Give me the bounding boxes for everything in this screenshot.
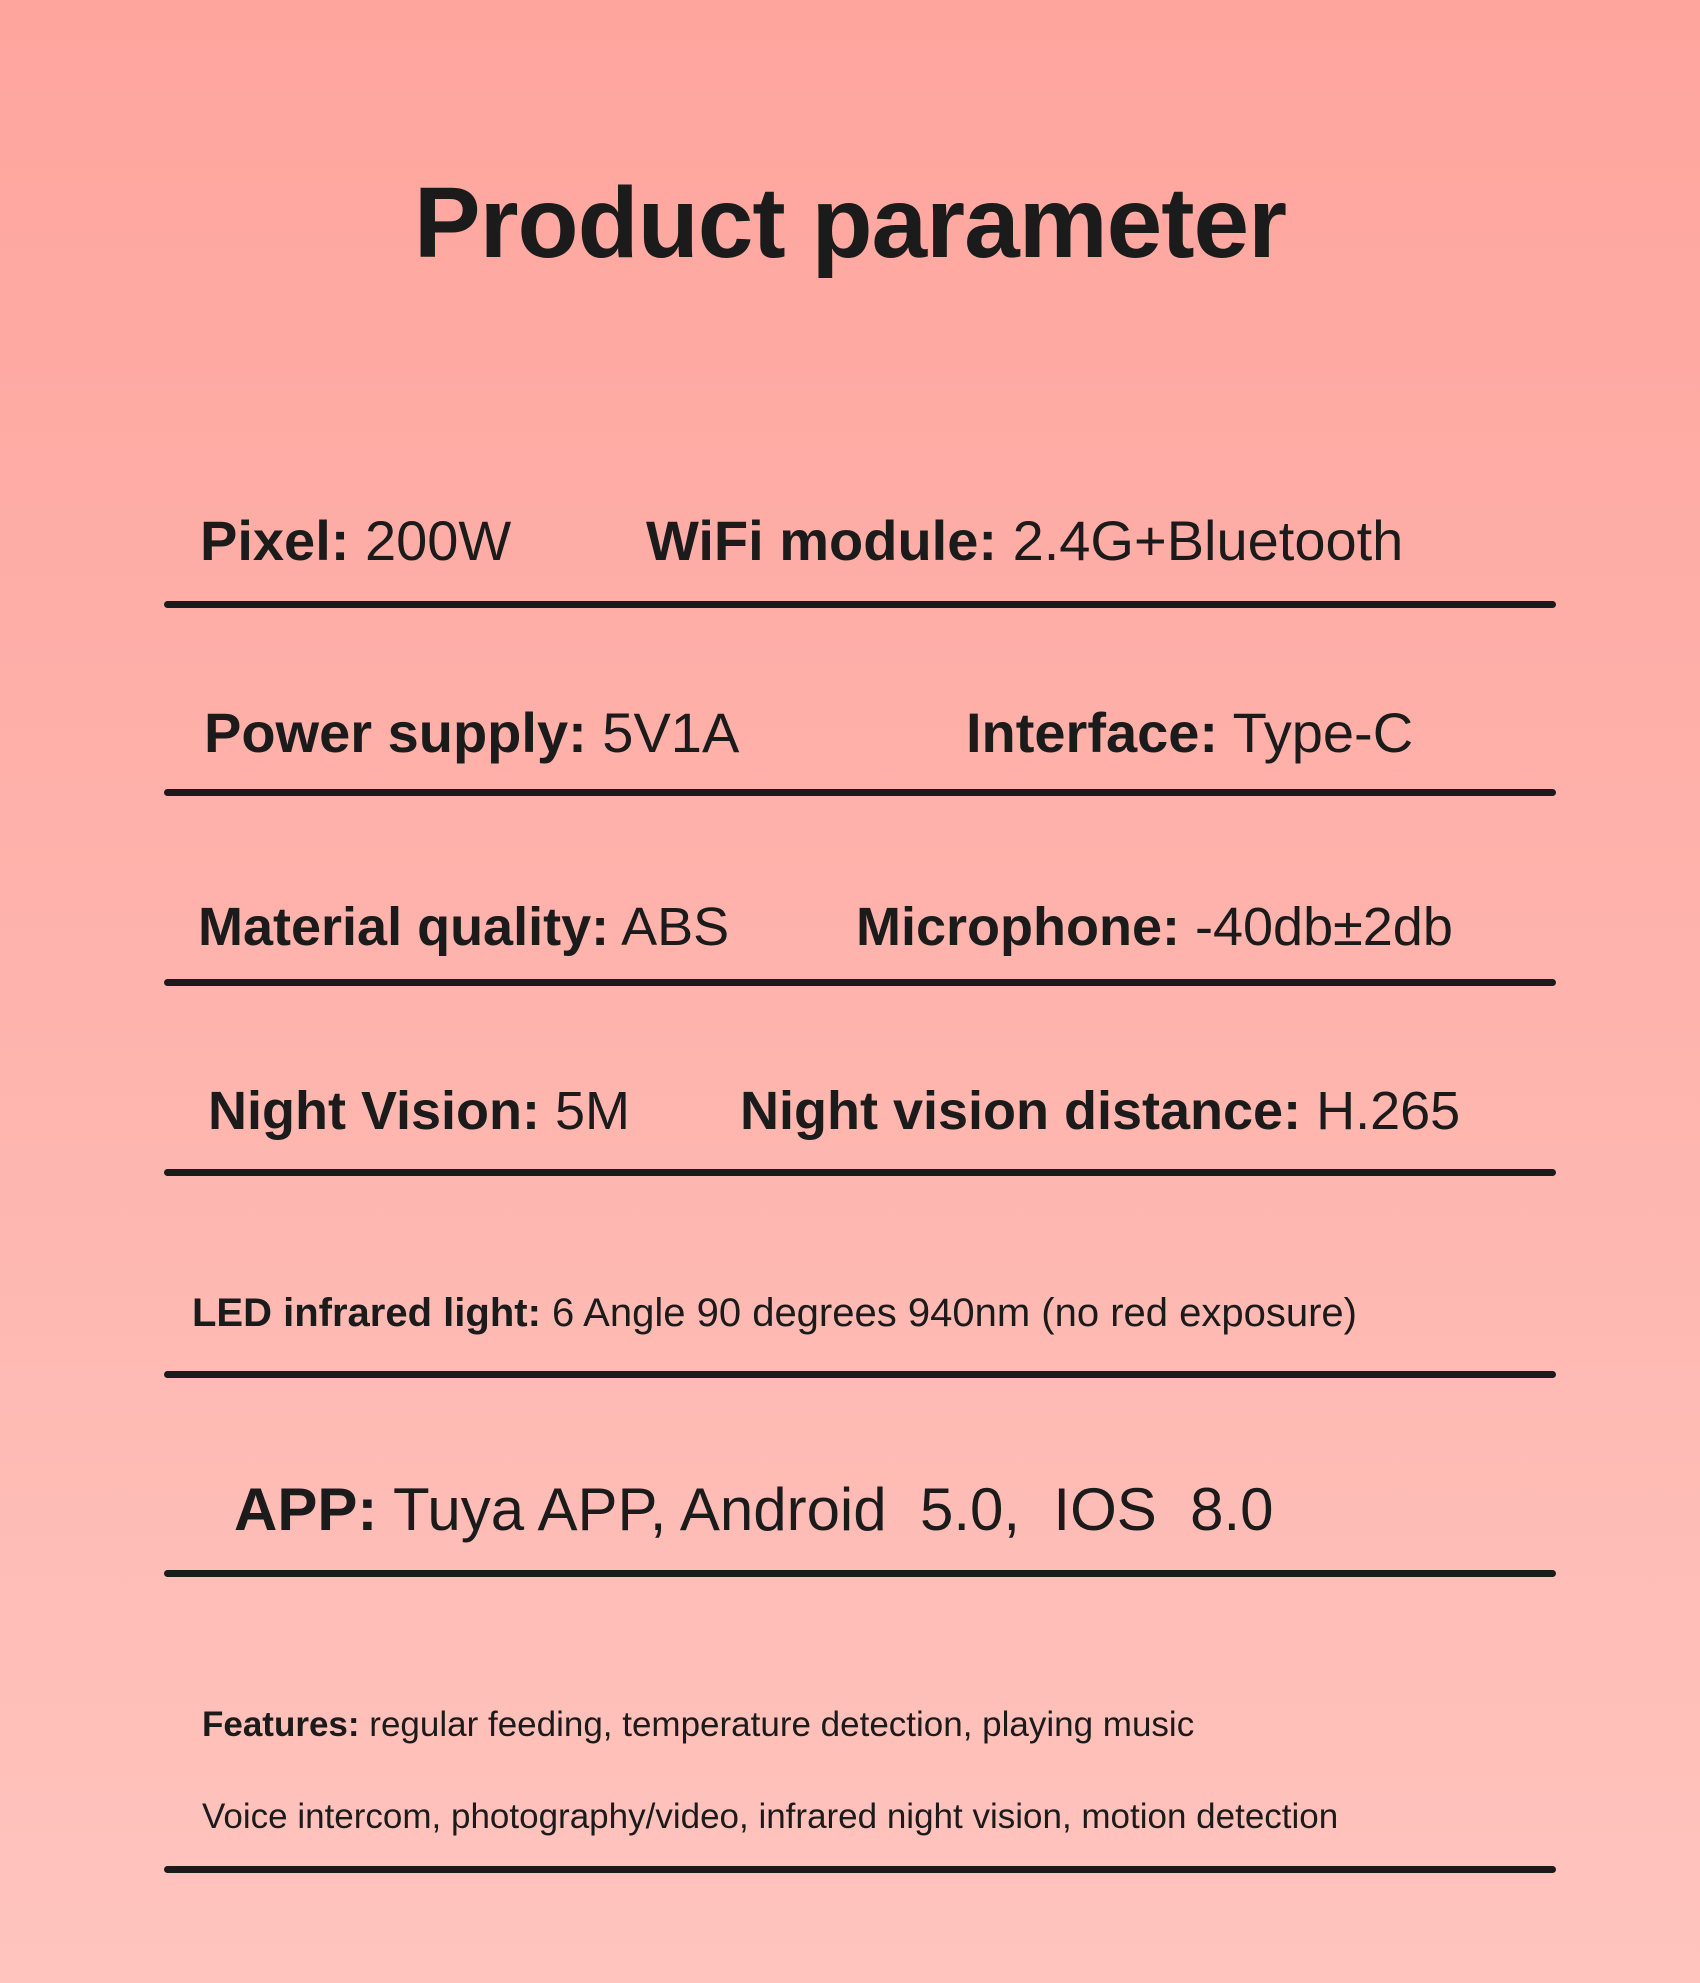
row-divider: [164, 1866, 1556, 1873]
param-microphone: [856, 896, 1453, 958]
param-value: ABS: [621, 897, 730, 957]
row-divider: [164, 1570, 1556, 1577]
page-title: Product parameter: [413, 167, 1287, 279]
param-app: [234, 1475, 1274, 1544]
param-label: Power supply:: [204, 701, 587, 764]
param-value: 5M: [555, 1081, 631, 1141]
param-value: -40db±2db: [1195, 897, 1453, 957]
param-label: Pixel:: [200, 509, 350, 572]
param-label: Material quality:: [198, 897, 610, 957]
row-divider: [164, 789, 1556, 796]
param-label: Night vision distance:: [740, 1081, 1302, 1141]
param-label: WiFi module:: [646, 509, 998, 572]
param-value: Type-C: [1232, 701, 1414, 764]
param-label: APP:: [234, 1476, 378, 1543]
param-label: LED infrared light:: [192, 1291, 541, 1335]
param-value: H.265: [1316, 1081, 1461, 1141]
row-divider: [164, 979, 1556, 986]
row-divider: [164, 1371, 1556, 1378]
param-wifi-module: [646, 508, 1403, 573]
param-value: 6 Angle 90 degrees 940nm (no red exposure): [552, 1291, 1357, 1335]
param-value: 5V1A: [602, 701, 740, 764]
param-pixel: [200, 508, 511, 573]
param-material-quality: [198, 896, 729, 958]
param-label: Microphone:: [856, 897, 1180, 957]
param-value: 2.4G+Bluetooth: [1012, 509, 1404, 572]
features-text: regular feeding, temperature detection, playing music: [369, 1705, 1195, 1744]
features-line-1: [202, 1705, 1194, 1745]
param-value: Tuya APP, Android 5.0, IOS 8.0: [392, 1476, 1274, 1543]
param-led-infrared-light: [192, 1291, 1357, 1336]
param-value: 200W: [364, 509, 512, 572]
row-divider: [164, 601, 1556, 608]
param-power-supply: [204, 700, 739, 765]
row-divider: [164, 1169, 1556, 1176]
features-label: Features:: [202, 1705, 360, 1744]
param-night-vision: [208, 1080, 630, 1142]
param-interface: [966, 700, 1413, 765]
features-text: Voice intercom, photography/video, infrared night vision, motion detection: [202, 1797, 1339, 1836]
features-line-2: [202, 1797, 1338, 1837]
param-night-vision-distance: [740, 1080, 1460, 1142]
param-label: Interface:: [966, 701, 1219, 764]
param-label: Night Vision:: [208, 1081, 540, 1141]
